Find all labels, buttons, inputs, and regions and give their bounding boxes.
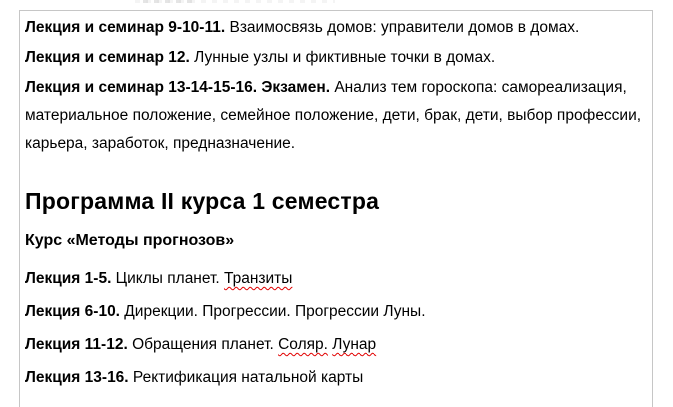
misspelled-word: Соляр.	[278, 336, 328, 353]
paragraph-text: Обращения планет.	[127, 336, 279, 353]
lecture-lead: Лекция 11-12.	[25, 336, 128, 353]
lecture-lead: Лекция 13-16.	[25, 369, 129, 386]
paragraph-text: Анализ тем гороскопа: самореализация, материальное положение, семейное положение, дети, брак, дети, выбор профессии, карьера, заработок, предназначение.	[25, 79, 642, 152]
document-page[interactable]	[19, 10, 653, 407]
course-subheading: Курс «Методы прогнозов»	[25, 232, 235, 249]
lecture-paragraph	[25, 265, 647, 293]
lecture-lead: Лекция 6-10.	[25, 303, 120, 320]
paragraph-text: Ректификация натальной карты	[128, 369, 364, 386]
cut-off-text-artifact	[143, 0, 195, 3]
lecture-paragraph	[25, 364, 647, 392]
paragraph-text: Дирекции. Прогрессии. Прогрессии Луны.	[120, 303, 426, 320]
lecture-paragraph	[25, 298, 647, 326]
lecture-lead: Лекция и семинар 9-10-11.	[25, 19, 226, 36]
misspelled-word: Лунар	[332, 336, 377, 353]
lecture-lead: Лекция и семинар 12.	[25, 49, 190, 66]
lecture-lead: Лекция 1-5.	[25, 270, 112, 287]
lecture-lead: Лекция и семинар 13-14-15-16. Экзамен.	[25, 79, 331, 96]
lecture-paragraph	[25, 331, 647, 359]
lecture-paragraph	[25, 44, 647, 72]
paragraph-text: Лунные узлы и фиктивные точки в домах.	[189, 49, 496, 66]
misspelled-word: Транзиты	[223, 270, 293, 287]
lecture-paragraph	[25, 74, 647, 158]
lecture-paragraph	[25, 14, 647, 42]
section-heading: Программа II курса 1 семестра	[25, 188, 380, 214]
paragraph-text: Циклы планет.	[111, 270, 224, 287]
paragraph-text: Взаимосвязь домов: управители домов в домах.	[225, 19, 580, 36]
